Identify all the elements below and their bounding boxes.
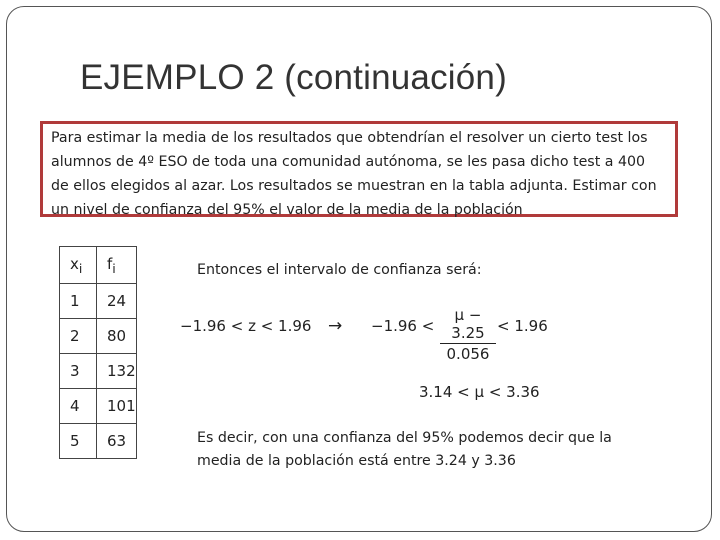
table-row [60,424,137,459]
table-row [60,284,137,319]
problem-statement-text: Para estimar la media de los resultados que obtendrían el resolver un cierto test los alumnos de 4º ESO de toda una comunidad autónoma, se les pasa dicho test a 400 de ellos elegidos al azar. Los resultados se muestran en la tabla adjunta. Estimar con un nivel de confianza del 95% el valor de la media de la población [51,130,657,218]
implies-arrow: → [328,316,343,336]
formula-z-interval: −1.96 < z < 1.96 [180,317,312,335]
formula-fraction [440,306,496,363]
cell-f: 80 [97,319,137,354]
conclusion-text: Es decir, con una confianza del 95% podemos decir que la media de la población está entre 3.24 y 3.36 [197,430,612,469]
formula-denominator: 0.056 [446,345,490,363]
cell-f: 101 [97,389,137,424]
header-xi [60,247,97,284]
header-xi-label: x [70,254,79,273]
interval-intro-text: Entonces el intervalo de confianza será: [197,262,482,278]
cell-x: 2 [60,319,97,354]
header-xi-subscript: i [78,260,83,276]
cell-f: 24 [97,284,137,319]
formula-left-bound: −1.96 < [371,317,435,335]
cell-x: 5 [60,424,97,459]
cell-f: 63 [97,424,137,459]
table-row [60,354,137,389]
header-fi-label: f [107,254,113,273]
cell-f: 132 [97,354,137,389]
table-row [60,319,137,354]
cell-x: 4 [60,389,97,424]
frequency-table [59,246,137,459]
formula-right-bound: < 1.96 [497,317,548,335]
slide-title: EJEMPLO 2 (continuación) [80,58,507,97]
formula-numerator: μ − 3.25 [440,306,496,344]
header-fi-subscript: i [112,260,116,276]
cell-x: 3 [60,354,97,389]
problem-statement-box [40,121,678,217]
formula-result: 3.14 < μ < 3.36 [419,383,540,401]
table-header-row [60,247,137,284]
cell-x: 1 [60,284,97,319]
table-row [60,389,137,424]
header-fi [97,247,137,284]
